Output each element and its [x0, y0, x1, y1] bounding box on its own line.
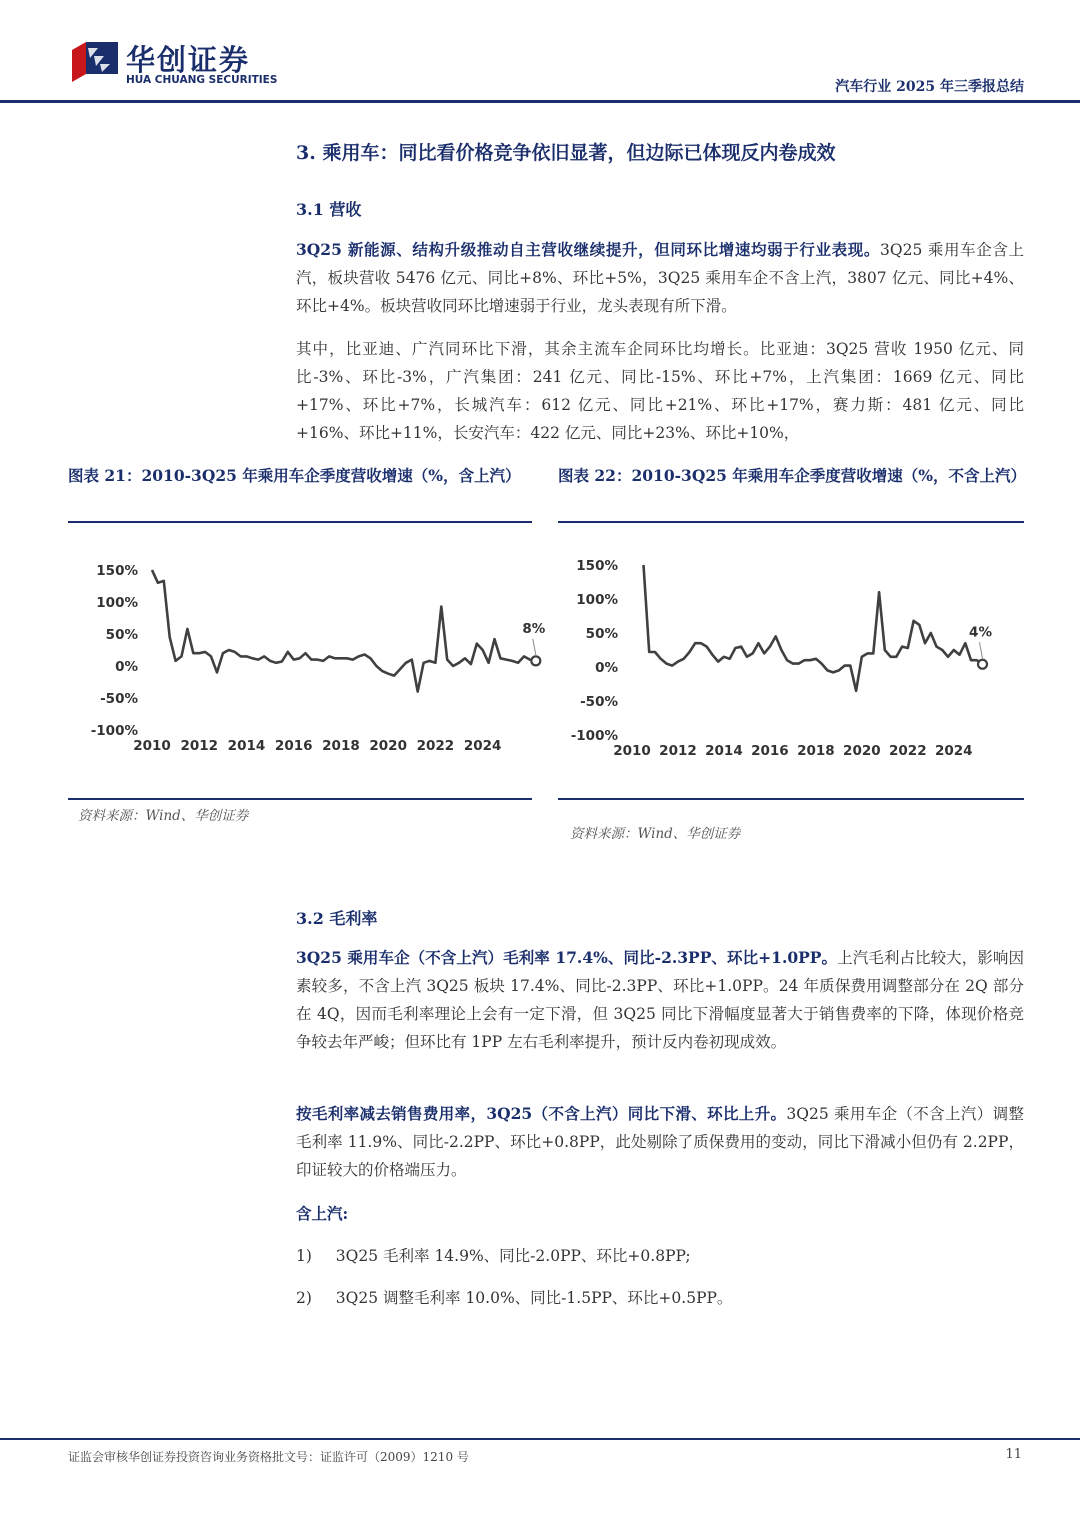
- y-tick-label: 150%: [576, 558, 618, 574]
- paragraph-gross-margin: [296, 944, 1024, 1056]
- figure-22-title: 图表 22：2010-3Q25 年乘用车企季度营收增速（%，不含上汽）: [558, 466, 1027, 485]
- x-tick-label: 2010: [133, 738, 171, 754]
- header-rule: [0, 100, 1080, 103]
- y-tick-label: 100%: [576, 592, 618, 608]
- figure-21-bottom-rule: [68, 798, 532, 800]
- series-line: [152, 570, 536, 692]
- list-text: 3Q25 调整毛利率 10.0%、同比-1.5PP、环比+0.5PP。: [335, 1289, 733, 1307]
- footer-rule: [0, 1438, 1080, 1440]
- x-tick-label: 2018: [322, 738, 360, 754]
- y-tick-label: 100%: [96, 595, 138, 611]
- last-point-leader: [533, 639, 536, 655]
- x-tick-label: 2012: [180, 738, 219, 754]
- chart-21-svg: [68, 540, 546, 775]
- y-tick-label: -100%: [90, 723, 138, 739]
- x-tick-label: 2016: [274, 738, 313, 754]
- y-tick-label: 0%: [115, 659, 138, 675]
- paragraph-lead: 含上汽:: [296, 1204, 349, 1223]
- paragraph-incl-saic: [296, 1200, 1024, 1228]
- x-tick-label: 2012: [659, 743, 697, 759]
- paragraph-lead: 3Q25 乘用车企（不含上汽）毛利率 17.4%、同比-2.3PP、环比+1.0PP。: [296, 948, 838, 967]
- list-number: 2): [296, 1289, 312, 1307]
- y-tick-label: 150%: [96, 563, 138, 579]
- paragraph-revenue-summary: [296, 236, 1024, 320]
- y-tick-label: -50%: [580, 694, 618, 710]
- brand-name-en: HUA CHUANG SECURITIES: [126, 74, 278, 86]
- figure-21-title-rule: [68, 521, 532, 523]
- x-tick-label: 2020: [843, 743, 881, 759]
- paragraph-lead: 3Q25 新能源、结构升级推动自主营收继续提升，但同环比增速均弱于行业表现。: [296, 240, 881, 259]
- paragraph-revenue-detail: 其中，比亚迪、广汽同环比下滑，其余主流车企同环比均增长。比亚迪：3Q25 营收 1950 亿元、同比-3%、环比-3%，广汽集团：241 亿元、同比-15%、环比+7%，上汽集团：1669 亿元、同比+17%、环比+7%，长城汽车：612 亿元、同比+21%、环比+17%，赛力斯：481 亿元、同比+16%、环比+11%，长安汽车：422 亿元、同比+23%、环比+10%，: [296, 340, 1024, 442]
- figure-22-title-rule: [558, 521, 1024, 523]
- company-logo: [68, 38, 120, 84]
- last-point-marker: [978, 660, 987, 669]
- last-point-label: 8%: [522, 620, 546, 637]
- page-number: 11: [1005, 1447, 1022, 1462]
- figure-22-bottom-rule: [558, 798, 1024, 800]
- last-point-leader: [980, 642, 983, 658]
- y-tick-label: -100%: [570, 728, 618, 744]
- x-tick-label: 2016: [751, 743, 789, 759]
- paragraph-body: 3Q25 乘用车企（不含上汽）调整毛利率 11.9%、同比-2.2PP、环比+0.8PP，此处剔除了质保费用的变动，同比下滑减小但仍有 2.2PP，印证较大的价格端压力。: [296, 1105, 1024, 1179]
- y-tick-label: -50%: [100, 691, 138, 707]
- report-title: 汽车行业 2025 年三季报总结: [835, 79, 1024, 95]
- last-point-marker: [531, 656, 540, 665]
- paragraph-lead: 按毛利率减去销售费用率，3Q25（不含上汽）同比下滑、环比上升。: [296, 1104, 787, 1123]
- paragraph-body: 上汽毛利占比较大，影响因素较多，不含上汽 3Q25 板块 17.4%、同比-2.3PP、环比+1.0PP。24 年质保费用调整部分在 2Q 部分在 4Q，因而毛利率理论上会有一定下滑，但 3Q25 同比下滑幅度显著大于销售费率的下降，体现价格竞争较去年严峻；但环比有 1PP 左右毛利率提升，预计反内卷初现成效。: [296, 949, 1024, 1051]
- y-tick-label: 50%: [585, 626, 618, 642]
- brand-name-cn: 华创证券: [126, 43, 251, 77]
- list-item: [296, 1284, 732, 1312]
- subsection-heading-gross-margin: 3.2 毛利率: [296, 909, 378, 928]
- x-tick-label: 2018: [797, 743, 835, 759]
- x-tick-label: 2024: [463, 738, 502, 754]
- y-tick-label: 0%: [595, 660, 618, 676]
- figure-22-source: 资料来源：Wind、华创证券: [570, 826, 741, 842]
- y-tick-label: 50%: [105, 627, 138, 643]
- x-tick-label: 2020: [369, 738, 407, 754]
- x-tick-label: 2024: [934, 743, 973, 759]
- list-text: 3Q25 毛利率 14.9%、同比-2.0PP、环比+0.8PP;: [335, 1247, 691, 1265]
- section-heading: 3. 乘用车：同比看价格竞争依旧显著，但边际已体现反内卷成效: [296, 142, 836, 164]
- series-line: [644, 565, 983, 691]
- footer-license: 证监会审核华创证券投资咨询业务资格批文号：证监许可（2009）1210 号: [68, 1450, 469, 1464]
- last-point-label: 4%: [969, 624, 992, 641]
- chart-22-svg: [558, 540, 1024, 775]
- paragraph-adjusted-margin: [296, 1100, 1024, 1184]
- figure-21-title: 图表 21：2010-3Q25 年乘用车企季度营收增速（%，含上汽）: [68, 466, 521, 485]
- x-tick-label: 2022: [416, 738, 455, 754]
- figure-21-source: 资料来源：Wind、华创证券: [78, 808, 249, 824]
- list-item: [296, 1242, 691, 1270]
- chart-21: [68, 540, 546, 779]
- list-number: 1): [296, 1247, 312, 1265]
- chart-22: [558, 540, 1024, 779]
- x-tick-label: 2010: [613, 743, 651, 759]
- x-tick-label: 2022: [889, 743, 927, 759]
- x-tick-label: 2014: [705, 743, 743, 759]
- x-tick-label: 2014: [227, 738, 266, 754]
- subsection-heading-revenue: 3.1 营收: [296, 200, 362, 219]
- paragraph-body: 3Q25 乘用车企含上汽，板块营收 5476 亿元、同比+8%、环比+5%，3Q25 乘用车企不含上汽，3807 亿元、同比+4%、环比+4%。板块营收同环比增速弱于行业，龙头表现有所下滑。: [296, 241, 1024, 315]
